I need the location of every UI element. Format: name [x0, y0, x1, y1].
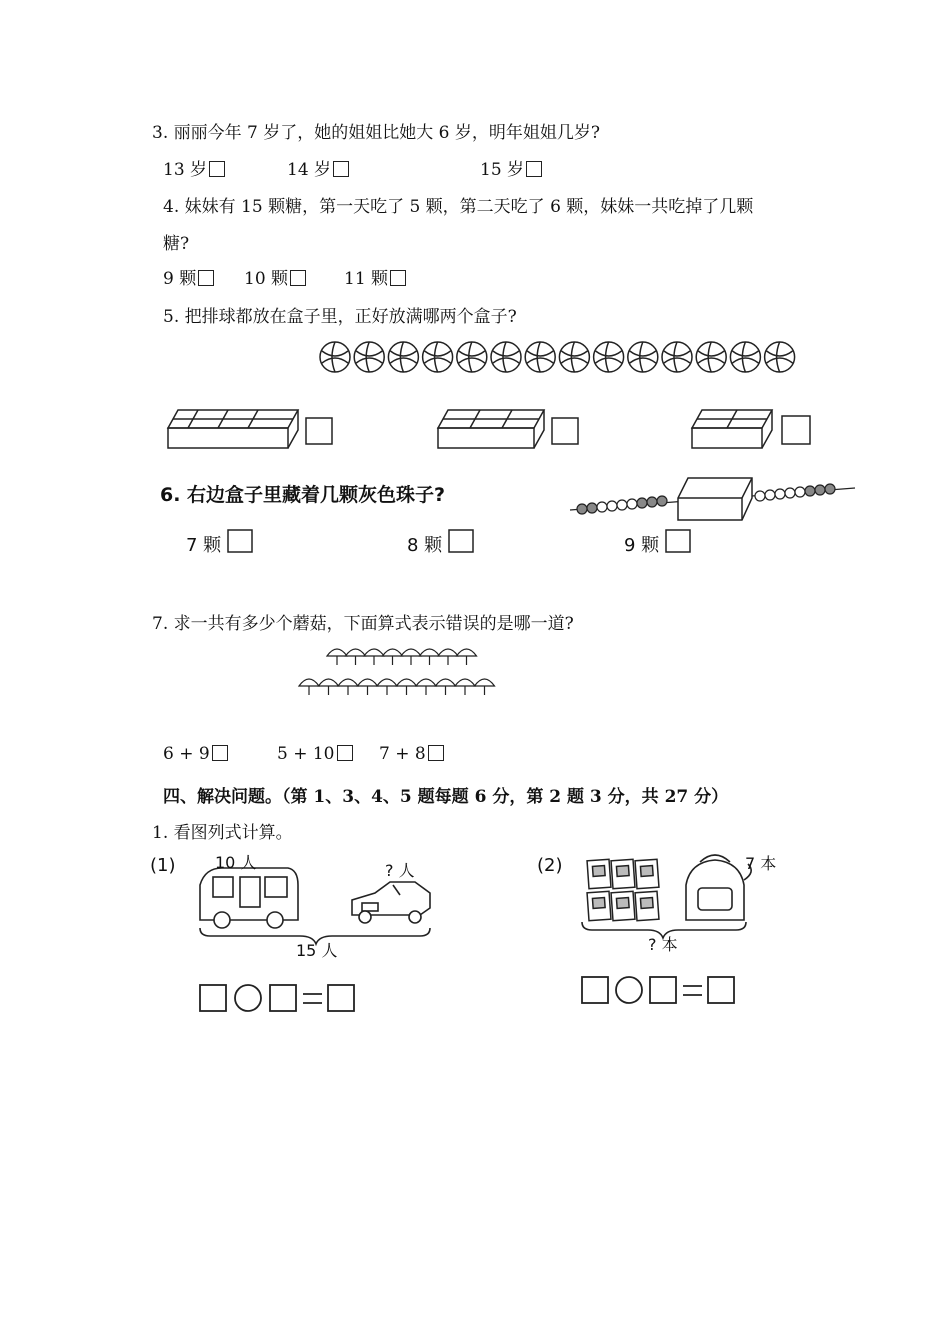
car-icon — [352, 882, 430, 923]
volleyball-icon — [628, 342, 658, 372]
q6-option-2: 8 颗 — [407, 535, 443, 556]
bead — [755, 491, 765, 501]
mushroom-icon — [438, 649, 458, 665]
backpack-icon — [686, 855, 751, 920]
q7-text: 7. 求一共有多少个蘑菇，下面算式表示错误的是哪一道? — [152, 614, 574, 634]
volleyball-icon — [730, 342, 760, 372]
bead — [795, 487, 805, 497]
bead — [657, 496, 667, 506]
mushroom-icon — [327, 649, 347, 665]
mushroom-icon — [397, 679, 417, 695]
mushroom-icon — [338, 679, 358, 695]
egg-box-8 — [168, 410, 298, 448]
mushroom-icon — [346, 649, 366, 665]
q4-option-1[interactable]: 9 颗 — [163, 264, 214, 289]
volleyball-icon — [354, 342, 384, 372]
bead — [647, 497, 657, 507]
van-icon — [200, 868, 298, 928]
volleyball-row — [320, 342, 795, 372]
volleyball-icon — [525, 342, 555, 372]
bead — [785, 488, 795, 498]
bead — [815, 485, 825, 495]
answer-box[interactable] — [552, 418, 578, 444]
mushroom-icon — [383, 649, 403, 665]
q7-option-3[interactable]: 7 + 8 — [379, 744, 444, 764]
mushroom-icon — [455, 679, 475, 695]
q7-option-2[interactable]: 5 + 10 — [277, 744, 353, 764]
mushroom-icon — [416, 679, 436, 695]
section4-q1: 1. 看图列式计算。 — [152, 823, 293, 843]
bead — [637, 498, 647, 508]
p1-label: (1) — [150, 855, 176, 876]
mushroom-icon — [364, 649, 384, 665]
book-icon — [587, 891, 611, 920]
mushroom-icon — [377, 679, 397, 695]
mushroom-icon — [420, 649, 440, 665]
q4-option-2[interactable]: 10 颗 — [244, 264, 306, 289]
book-icon — [635, 891, 659, 920]
q7-option-1[interactable]: 6 + 9 — [163, 744, 228, 764]
mushroom-icon — [401, 649, 421, 665]
volleyball-icon — [388, 342, 418, 372]
book-icon — [611, 891, 635, 920]
book-icon — [611, 859, 635, 888]
volleyball-icon — [320, 342, 350, 372]
p2-bottom: ? 本 — [648, 935, 678, 954]
egg-box-6 — [438, 410, 544, 448]
volleyball-icon — [457, 342, 487, 372]
bead — [627, 499, 637, 509]
volleyball-icon — [662, 342, 692, 372]
p2-top-right: 7 本 — [745, 854, 777, 873]
mushroom-rows — [299, 649, 495, 695]
volleyball-icon — [765, 342, 795, 372]
volleyball-icon — [491, 342, 521, 372]
volleyball-icon — [559, 342, 589, 372]
p2-label: (2) — [537, 855, 563, 876]
volleyball-icon — [423, 342, 453, 372]
bead-string — [570, 478, 855, 520]
bead — [617, 500, 627, 510]
checkbox[interactable] — [212, 745, 228, 761]
p1-top-right: ? 人 — [385, 861, 415, 880]
q3-text: 3. 丽丽今年 7 岁了，她的姐姐比她大 6 岁，明年姐姐几岁? — [152, 123, 600, 143]
bead — [775, 489, 785, 499]
q3-option-1[interactable]: 13 岁 — [163, 155, 225, 180]
bead — [597, 502, 607, 512]
mushroom-icon — [299, 679, 319, 695]
volleyball-icon — [696, 342, 726, 372]
mushroom-icon — [319, 679, 339, 695]
q5-text: 5. 把排球都放在盒子里，正好放满哪两个盒子? — [163, 307, 517, 327]
q6-option-1: 7 颗 — [186, 535, 222, 556]
bead — [805, 486, 815, 496]
volleyball-icon — [594, 342, 624, 372]
q3-option-2[interactable]: 14 岁 — [287, 155, 349, 180]
checkbox[interactable] — [337, 745, 353, 761]
bead — [765, 490, 775, 500]
q6-text: 6. 右边盒子里藏着几颗灰色珠子? — [160, 484, 446, 506]
q4-text-line1: 4. 妹妹有 15 颗糖，第一天吃了 5 颗，第二天吃了 6 颗，妹妹一共吃掉了几颗 — [163, 197, 754, 217]
bead — [825, 484, 835, 494]
book-icon — [635, 859, 659, 888]
q4-option-3[interactable]: 11 颗 — [344, 264, 406, 289]
mushroom-icon — [436, 679, 456, 695]
answer-box[interactable] — [306, 418, 332, 444]
answer-box[interactable] — [782, 416, 810, 444]
bead — [607, 501, 617, 511]
books-icon — [587, 859, 659, 920]
mushroom-icon — [358, 679, 378, 695]
checkbox[interactable] — [428, 745, 444, 761]
egg-box-4 — [692, 410, 772, 448]
mushroom-icon — [457, 649, 477, 665]
bead — [587, 503, 597, 513]
p1-top-left: 10 人 — [215, 853, 257, 872]
book-icon — [587, 859, 611, 888]
answer-box[interactable] — [228, 530, 252, 552]
mushroom-icon — [475, 679, 495, 695]
q3-option-3[interactable]: 15 岁 — [480, 155, 542, 180]
equation-boxes[interactable] — [200, 985, 354, 1011]
bead — [577, 504, 587, 514]
p1-bottom: 15 人 — [296, 941, 338, 960]
q6-option-3: 9 颗 — [624, 535, 660, 556]
equation-boxes[interactable] — [582, 977, 734, 1003]
q4-text-line2: 糖? — [163, 234, 190, 254]
section4-title: 四、解决问题。（第 1、3、4、5 题每题 6 分，第 2 题 3 分，共 27 分） — [163, 787, 729, 807]
answer-box[interactable] — [449, 530, 473, 552]
answer-box[interactable] — [666, 530, 690, 552]
